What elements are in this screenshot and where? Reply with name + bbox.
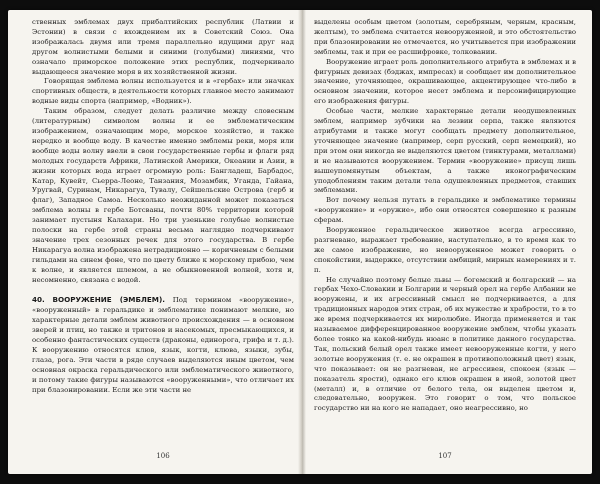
section-text: Под термином «вооружение», «вооруженный» в геральдике и эмблематике понимают мелкие, но характерные детали эмблем животного происхождения — в основном зверей и птиц, но также и тритонов и насекомых, пресмыкающихся, и особенно фантастических существ (драконы, единорога, грифа и т. д.). К вооружению относятся клюв, язык, когти, клюва, языки, зубы, глаза, рога. Эти части в ряде случаев выделяются иным цветом, чем основная окраска геральдического или эмблематического животного, и потому такие фигуры называются «вооруженными», что отличает их при блазонировании. Если же эти части не xyxy=(32,296,294,394)
left-paragraph-3: Таким образом, следует делать различие между словесным (литературным) символом волны и ее эмблематическим изображением, означающим море, морское хозяйство, и также нередко и вообще воду. В качестве именно эмблемы реки, моря или вообще воды волну ввели в свои государственные гербы и флаги ряд молодых государств Африки, Латинской Америки, Океании и Азии, в жизни которых вода играет огромную роль: Бангладеш, Барбадос, Катар, Кувейт, Сьерра-Леоне, Танзания, Мозамбик, Уганда, Гайана, Уругвай, Суринам, Никарагуа, Тувалу, Сейшельские Острова (герб и флаг), Западное Самоа. Несколько неожиданной может показаться эмблема волны в гербе Ботсваны, почти 80% территории которой занимает пустыня Калахари. Но три узенькие голубые волнистые полоски на гербе этой страны весьма наглядно подчеркивают значение трех сезонных речек для этого государства. В гербе Никарагуа волна изображена нетрадиционно — коричневым с белыми гильдами на синем фоне, что по цвету ближе к морскому прибою, чем к волне, и является шлемом, а не обыкновенной волной, хотя и, несомненно, связана с водой. xyxy=(32,107,294,284)
right-page xyxy=(314,18,576,464)
right-paragraph-5: Вооруженное геральдическое животное всегда агрессивно, разгневано, выражает требование, наступательно, в то время как то же самое изображение, но невооруженное может говорить о спокойствии, выдержке, отсутствии амбиций, мирных намерениях и т. п. xyxy=(314,226,576,274)
section-40 xyxy=(32,295,294,395)
left-paragraph-1: ственных эмблемах двух прибалтийских республик (Латвии и Эстонии) в связи с вхождением их в Советский Союз. Она изображалась двумя или тремя параллельно идущими друг над другом волнистыми белыми и синими (голубыми) линиями, что означало приморское положение этих республик, подчеркивало выдающееся значение моря в их хозяйственной жизни. xyxy=(32,18,294,76)
right-paragraph-3: Особые части, мелкие характерные детали неодушевленных эмблем, например зубчики на лезвии серпа, также являются атрибутами и также могут сообщать предмету дополнительное, уточняющее значение (например, серп русский, серп немецкий), но при этом они никогда не выделяются цветом (тинктурами, металлами) и не называются вооружением. Термин «вооружение» присущ лишь вышеупомянутым объектам, а также иконографическим уподоблениям таким детали тела одушевленных предметов, ставших эмблемами. xyxy=(314,107,576,195)
left-page xyxy=(32,18,294,464)
section-number: 40. xyxy=(32,295,45,305)
right-paragraph-4: Вот почему нельзя путать в геральдике и эмблематике термины «вооружение» и «оружие», ибо они относятся совершенно к разным сферам. xyxy=(314,196,576,225)
left-paragraph-2: Говорящая эмблема волны используется и в «гербах» или значках спортивных обществ, в деятельности которых главное место занимают водные виды спорта (например, «Водник»). xyxy=(32,77,294,106)
right-paragraph-6: Не случайно поэтому белые львы — богемский и болгарский — на гербах Чехо-Словакии и Болгарии и черный орел на гербе Албании не вооружены, и их агрессивный смысл не подчеркивается, а для традиционных народов этих стран, об их мужестве и храбрости, то в то же время подчеркивается их миролюбие. Иногда применяется и так называемое дифференцированное вооружение эмблем, чтобы указать более тонко на какой-нибудь нюанс в политике данного государства. Так, польский белый орел также имеет невооруженные когти, у него золотые вооружения (т. е. не окрашен в противоположный цвет) язык, что показывает: он не разгневан, не агрессивен, спокоен (язык — показатель ярости), однако его клюв окрашен в иной, золотой цвет (металл) и, в отличие от белого тела, он выделен цветом и, следовательно, вооружен. Это говорит о том, что польское государство ни на кого не нападает, оно неагрессивно, но xyxy=(314,275,576,413)
book-spread xyxy=(8,10,592,474)
right-paragraph-1: выделены особым цветом (золотым, серебряным, черным, красным, желтым), то эмблема считается невооруженной, и это обстоятельство при блазонировании не отмечается, но учитывается при изображении эмблемы, так и при ее расшифровке, толковании. xyxy=(314,18,576,56)
section-title: ВООРУЖЕНИЕ (ЭМБЛЕМ). xyxy=(52,295,165,305)
book-gutter xyxy=(298,10,306,474)
page-number-left: 106 xyxy=(156,452,170,461)
page-number-right: 107 xyxy=(438,452,452,461)
right-paragraph-2: Вооружение играет роль дополнительного атрибута в эмблемах и в фигурных девизах (бэджах, импресах) и сообщает им дополнительное значение, уточняющее, окрашивающее, акцентирующее что-либо в основном значении, которое несет эмблема и персонифицирующие его изображения фигуры. xyxy=(314,57,576,106)
